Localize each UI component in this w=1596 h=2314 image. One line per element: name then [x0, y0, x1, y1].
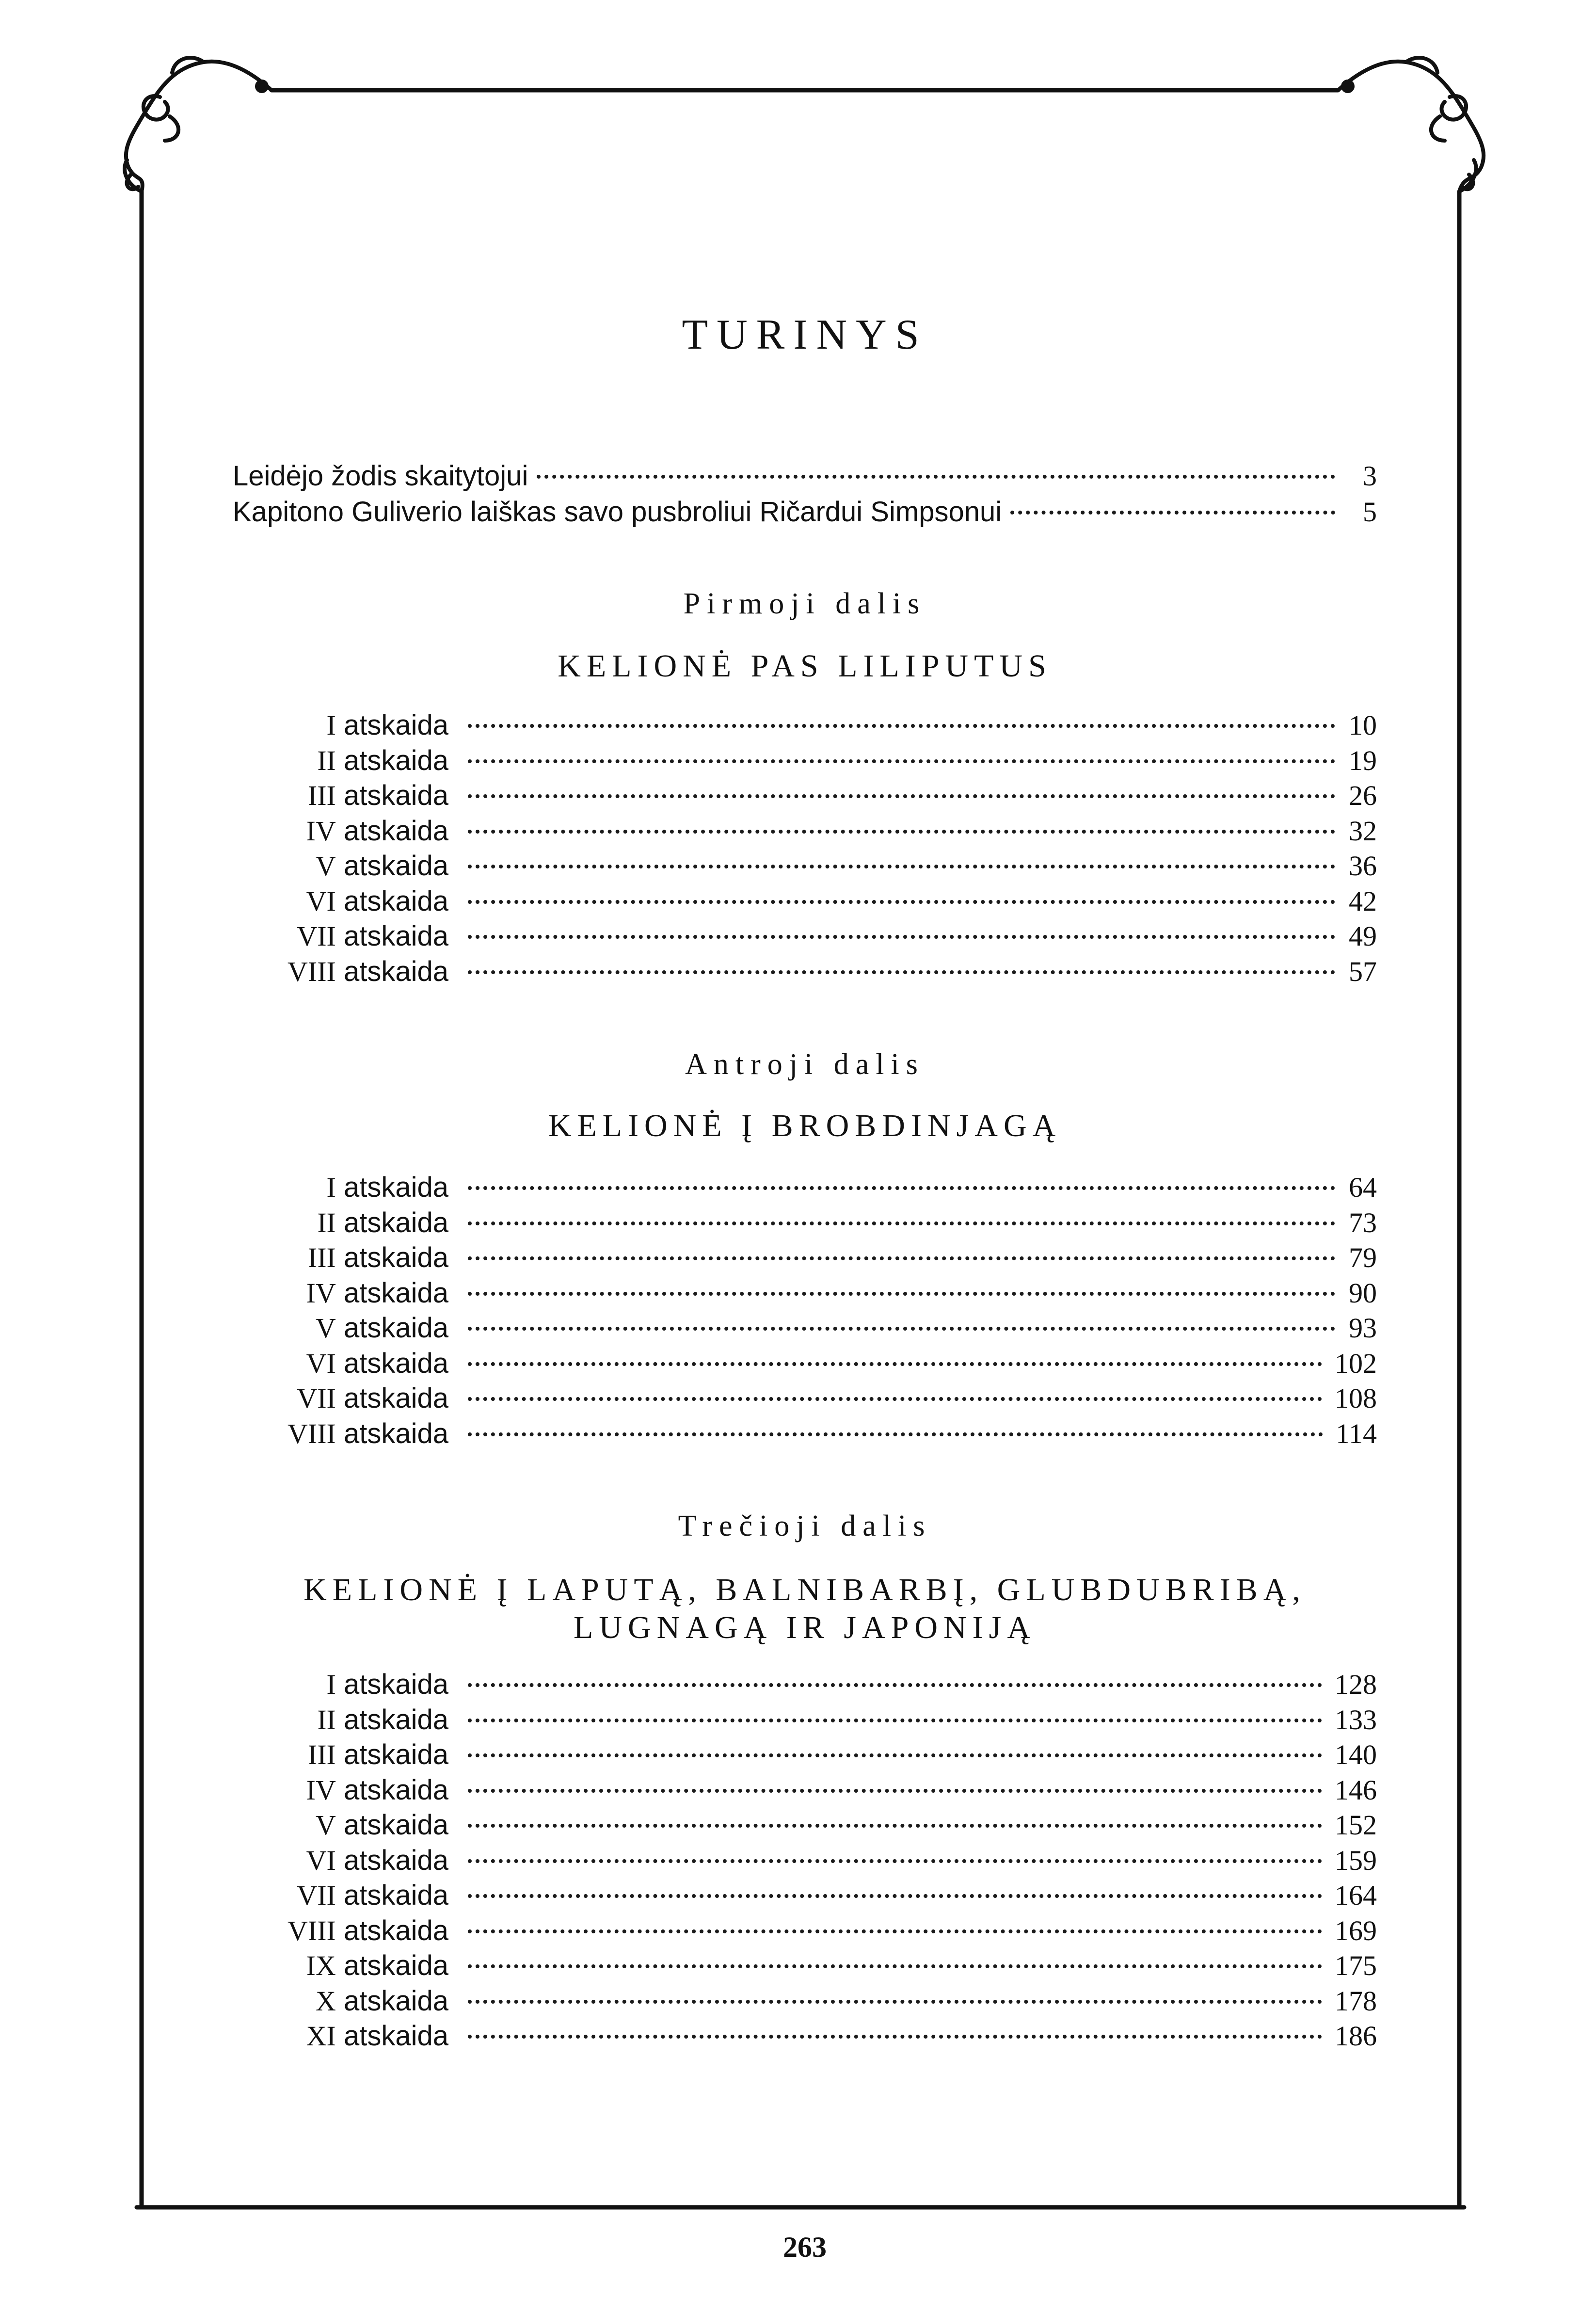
chapter-word: atskaida — [343, 1172, 448, 1203]
dot-leader — [468, 724, 1335, 728]
dot-leader — [468, 900, 1335, 904]
intro-entries — [233, 460, 1377, 531]
chapter-numeral: VII — [297, 1880, 336, 1911]
page-number: 152 — [1335, 1809, 1377, 1841]
page-number: 42 — [1349, 885, 1377, 917]
dot-leader — [468, 1256, 1335, 1260]
chapter-numeral: VI — [306, 885, 336, 917]
toc-entry-intro-1[interactable] — [233, 460, 1377, 496]
chapter-label — [233, 744, 448, 777]
page-number: 5 — [1363, 496, 1377, 528]
dot-leader — [468, 1719, 1322, 1722]
contents-page — [233, 0, 1377, 2314]
chapter-label — [233, 1206, 448, 1239]
page-number: 114 — [1336, 1417, 1377, 1449]
chapter-word: atskaida — [343, 1774, 448, 1806]
toc-entry[interactable] — [233, 744, 1377, 780]
chapter-numeral: VIII — [287, 1417, 336, 1449]
dot-leader — [1010, 511, 1335, 514]
toc-entry[interactable] — [233, 1417, 1377, 1453]
chapter-word: atskaida — [343, 1880, 448, 1911]
chapter-word: atskaida — [343, 1206, 448, 1238]
toc-entry[interactable] — [233, 1703, 1377, 1739]
page-number: 3 — [1363, 460, 1377, 492]
part-1-label: Pirmoji dalis — [683, 587, 926, 620]
toc-entry[interactable] — [233, 1809, 1377, 1844]
toc-entry[interactable] — [233, 1277, 1377, 1312]
chapter-word: atskaida — [343, 1242, 448, 1273]
chapter-label — [233, 1985, 448, 2017]
page-number: 64 — [1349, 1172, 1377, 1203]
page-number: 102 — [1335, 1347, 1377, 1379]
chapter-numeral: VII — [297, 920, 336, 952]
dot-leader — [468, 794, 1335, 798]
chapter-word: atskaida — [343, 1382, 448, 1414]
toc-entry[interactable] — [233, 920, 1377, 955]
entry-title: Kapitono Guliverio laiškas savo pusbroliui Ričardui Simpsonui — [233, 496, 1002, 528]
chapter-label — [233, 1312, 448, 1344]
chapter-label — [233, 885, 448, 917]
chapter-word: atskaida — [343, 1809, 448, 1841]
dot-leader — [468, 1824, 1322, 1828]
dot-leader — [468, 935, 1335, 939]
chapter-word: atskaida — [343, 1844, 448, 1876]
dot-leader — [468, 1186, 1335, 1190]
page-number: 32 — [1349, 815, 1377, 847]
dot-leader — [468, 830, 1335, 834]
chapter-label — [233, 1949, 448, 1982]
page-number: 26 — [1349, 780, 1377, 811]
part-title-line: KELIONĖ PAS LILIPUTUS — [558, 648, 1052, 684]
chapter-label — [233, 1738, 448, 1771]
chapter-word: atskaida — [343, 1417, 448, 1449]
part-2-chapters — [233, 1171, 1377, 1452]
chapter-word: atskaida — [343, 1277, 448, 1309]
toc-entry[interactable] — [233, 850, 1377, 885]
toc-entry[interactable] — [233, 1844, 1377, 1880]
chapter-label — [233, 1879, 448, 1912]
chapter-numeral: VIII — [287, 955, 336, 987]
dot-leader — [468, 970, 1335, 974]
chapter-numeral: V — [315, 1809, 336, 1841]
chapter-word: atskaida — [343, 1347, 448, 1379]
chapter-label — [233, 955, 448, 988]
part-3-label: Trečioji dalis — [678, 1510, 932, 1543]
chapter-word: atskaida — [343, 920, 448, 952]
chapter-label — [233, 815, 448, 847]
chapter-label — [233, 1914, 448, 1947]
toc-entry-intro-2[interactable] — [233, 496, 1377, 531]
dot-leader — [468, 1362, 1322, 1366]
chapter-label — [233, 920, 448, 952]
dot-leader — [468, 1397, 1322, 1401]
page-number: 159 — [1335, 1844, 1377, 1876]
chapter-word: atskaida — [343, 815, 448, 847]
chapter-word: atskaida — [343, 2020, 448, 2052]
dot-leader — [468, 1327, 1335, 1331]
page-number: 93 — [1349, 1312, 1377, 1344]
chapter-label — [233, 1417, 448, 1450]
page-number: 186 — [1335, 2020, 1377, 2052]
page-number: 19 — [1349, 744, 1377, 776]
toc-entry[interactable] — [233, 1206, 1377, 1242]
toc-entry[interactable] — [233, 1914, 1377, 1950]
dot-leader — [468, 1683, 1322, 1687]
chapter-numeral: III — [307, 1739, 336, 1770]
chapter-label — [233, 779, 448, 812]
page-number: 36 — [1349, 850, 1377, 882]
chapter-label — [233, 1382, 448, 1414]
toc-entry[interactable] — [233, 779, 1377, 815]
chapter-numeral: III — [307, 780, 336, 811]
dot-leader — [468, 1292, 1335, 1296]
chapter-label — [233, 709, 448, 741]
chapter-label — [233, 1171, 448, 1204]
dot-leader — [468, 1753, 1322, 1757]
chapter-numeral: X — [315, 1985, 336, 2017]
page-folio-number: 263 — [783, 2231, 827, 2263]
chapter-word: atskaida — [343, 744, 448, 776]
chapter-word: atskaida — [343, 1669, 448, 1700]
chapter-label — [233, 1668, 448, 1701]
entry-title: Leidėjo žodis skaitytojui — [233, 460, 528, 492]
chapter-word: atskaida — [343, 1312, 448, 1344]
part-1-chapters — [233, 709, 1377, 990]
toc-entry[interactable] — [233, 1241, 1377, 1277]
chapter-numeral: VII — [297, 1382, 336, 1414]
dot-leader — [468, 1789, 1322, 1793]
dot-leader — [468, 865, 1335, 868]
chapter-numeral: VI — [306, 1347, 336, 1379]
part-title-line: LUGNAGĄ IR JAPONIJĄ — [574, 1610, 1036, 1645]
toc-entry[interactable] — [233, 1985, 1377, 2020]
chapter-numeral: V — [315, 850, 336, 882]
chapter-label — [233, 1347, 448, 1380]
toc-entry[interactable] — [233, 1774, 1377, 1809]
dot-leader — [468, 1894, 1322, 1898]
toc-entry[interactable] — [233, 1171, 1377, 1206]
page-number: 175 — [1335, 1950, 1377, 1981]
part-2-title — [233, 1107, 1377, 1145]
chapter-label — [233, 1844, 448, 1877]
page-number: 169 — [1335, 1914, 1377, 1946]
chapter-label — [233, 1774, 448, 1806]
dot-leader — [468, 1432, 1323, 1436]
toc-entry[interactable] — [233, 2020, 1377, 2055]
page-number: 57 — [1349, 955, 1377, 987]
toc-entry[interactable] — [233, 1347, 1377, 1382]
toc-entry[interactable] — [233, 1668, 1377, 1703]
dot-leader — [468, 1221, 1335, 1225]
toc-entry[interactable] — [233, 885, 1377, 920]
chapter-numeral: III — [307, 1242, 336, 1273]
toc-entry[interactable] — [233, 709, 1377, 744]
chapter-label — [233, 1703, 448, 1736]
dot-leader — [537, 475, 1335, 479]
chapter-word: atskaida — [343, 850, 448, 882]
chapter-label — [233, 1277, 448, 1309]
chapter-word: atskaida — [343, 1739, 448, 1770]
part-3-title — [233, 1571, 1377, 1647]
chapter-numeral: I — [326, 1669, 336, 1700]
chapter-numeral: II — [317, 1703, 336, 1736]
page-number: 108 — [1335, 1382, 1377, 1414]
toc-entry[interactable] — [233, 1879, 1377, 1914]
chapter-word: atskaida — [343, 709, 448, 741]
part-2-label: Antroji dalis — [685, 1048, 925, 1081]
chapter-numeral: IV — [306, 1774, 336, 1806]
page-number: 133 — [1335, 1703, 1377, 1736]
toc-entry[interactable] — [233, 1738, 1377, 1774]
toc-entry[interactable] — [233, 955, 1377, 991]
page-number: 79 — [1349, 1242, 1377, 1273]
chapter-numeral: I — [326, 1172, 336, 1203]
page-title: TURINYS — [682, 311, 928, 358]
chapter-label — [233, 1241, 448, 1274]
dot-leader — [468, 759, 1335, 763]
chapter-word: atskaida — [343, 1703, 448, 1736]
chapter-numeral: II — [317, 744, 336, 776]
page-number: 90 — [1349, 1277, 1377, 1309]
dot-leader — [468, 2000, 1322, 2004]
chapter-word: atskaida — [343, 955, 448, 987]
chapter-word: atskaida — [343, 780, 448, 811]
chapter-numeral: I — [326, 709, 336, 741]
chapter-word: atskaida — [343, 1914, 448, 1946]
chapter-numeral: VIII — [287, 1914, 336, 1946]
chapter-numeral: XI — [306, 2020, 336, 2052]
chapter-label — [233, 2020, 448, 2052]
page-number: 140 — [1335, 1739, 1377, 1770]
part-title-line: KELIONĖ Į LAPUTĄ, BALNIBARBĮ, GLUBDUBRIBĄ, — [303, 1572, 1306, 1607]
chapter-numeral: IV — [306, 815, 336, 847]
chapter-numeral: V — [315, 1312, 336, 1344]
page-number: 10 — [1349, 709, 1377, 741]
page-number: 73 — [1349, 1206, 1377, 1238]
chapter-word: atskaida — [343, 1985, 448, 2017]
dot-leader — [468, 1964, 1322, 1968]
part-title-line: KELIONĖ Į BROBDINJAGĄ — [548, 1108, 1062, 1143]
part-3-chapters — [233, 1668, 1377, 2055]
dot-leader — [468, 1859, 1322, 1863]
toc-entry[interactable] — [233, 1312, 1377, 1347]
chapter-numeral: IX — [306, 1950, 336, 1981]
chapter-numeral: VI — [306, 1844, 336, 1876]
dot-leader — [468, 2035, 1322, 2039]
chapter-numeral: IV — [306, 1277, 336, 1309]
chapter-label — [233, 850, 448, 882]
dot-leader — [468, 1929, 1322, 1933]
chapter-word: atskaida — [343, 1950, 448, 1981]
chapter-word: atskaida — [343, 885, 448, 917]
page-number: 128 — [1335, 1669, 1377, 1700]
chapter-label — [233, 1809, 448, 1841]
chapter-numeral: II — [317, 1206, 336, 1238]
part-1-title — [233, 647, 1377, 685]
page-number: 178 — [1335, 1985, 1377, 2017]
toc-entry[interactable] — [233, 1382, 1377, 1417]
toc-entry[interactable] — [233, 815, 1377, 850]
toc-entry[interactable] — [233, 1949, 1377, 1985]
page-number: 49 — [1349, 920, 1377, 952]
page-number: 146 — [1335, 1774, 1377, 1806]
page-number: 164 — [1335, 1880, 1377, 1911]
